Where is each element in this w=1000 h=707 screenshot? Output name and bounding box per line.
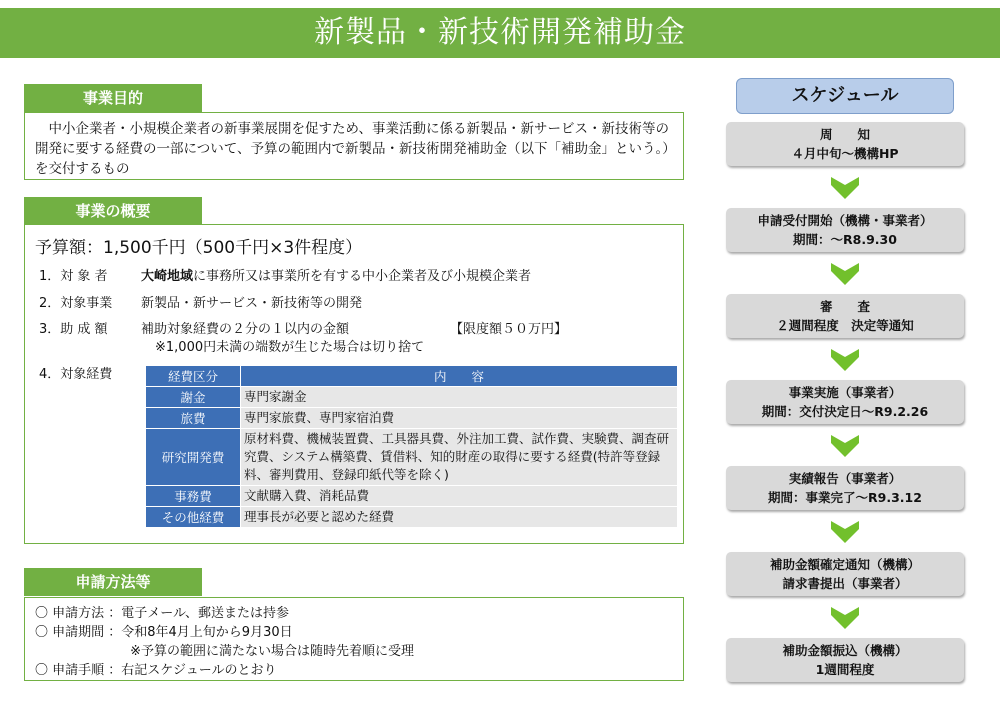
rate-limit: 【限度額５０万円】 [450, 322, 568, 337]
arrow-down-icon [831, 263, 859, 285]
arrow-down-icon [831, 435, 859, 457]
rate-label: 3．助 成 額 [39, 322, 108, 337]
step-detail: 期間：交付決定日～R9.2.26 [761, 404, 929, 419]
step-detail: 期間：事業完了～R9.3.12 [768, 490, 922, 505]
step-detail: 期間：～R8.9.30 [793, 232, 897, 247]
step-title: 事業実施（事業者） [788, 385, 902, 400]
overview-box [24, 224, 684, 544]
project-text: 新製品・新サービス・新技術等の開発 [141, 296, 363, 311]
project-row [39, 292, 362, 311]
schedule-step [726, 294, 964, 338]
cost-table-header [146, 366, 678, 387]
application-period: 〇 申請期間 ：令和8年4月上旬から9月30日 [35, 625, 293, 640]
step-detail: ４月中旬～機構HP [791, 146, 899, 161]
schedule-step [726, 122, 964, 166]
arrow-down-icon [831, 521, 859, 543]
target-region: 大崎地域 [141, 269, 194, 284]
page-title: 新製品・新技術開発補助金 [0, 8, 1000, 58]
step-title: 審 査 [819, 299, 870, 314]
cost-description: 原材料費、機械装置費、工具器具費、外注加工費、試作費、実験費、調査研究費、システム構築費、賃借料、知的財産の取得に要する経費(特許等登録料、審判費用、登録印紙代等を除く) [241, 429, 678, 486]
cost-category: 事務費 [146, 486, 241, 507]
target-row [39, 265, 531, 284]
purpose-text: 中小企業者・小規模企業者の新事業展開を促すため、事業活動に係る新製品・新サービス・新技術等の開発に要する経費の一部について、予算の範囲内で新製品・新技術開発補助金（以下「補助金」という。）を交付するもの [35, 121, 676, 177]
arrow-down-icon [831, 607, 859, 629]
step-title: 実績報告（事業者） [788, 471, 902, 486]
table-row [146, 387, 678, 408]
overview-heading: 事業の概要 [24, 197, 202, 225]
cost-category: 研究開発費 [146, 429, 241, 486]
application-box [24, 597, 684, 681]
purpose-box [24, 112, 684, 180]
application-method: 〇 申請方法 ：電子メール、郵送または持参 [35, 606, 289, 621]
application-note: ※予算の範囲に満たない場合は随時先着順に受理 [35, 644, 415, 659]
arrow-down-icon [831, 349, 859, 371]
cost-description: 専門家旅費、専門家宿泊費 [241, 408, 678, 429]
schedule-title: スケジュール [736, 78, 954, 114]
cost-category: 旅費 [146, 408, 241, 429]
cost-header-category: 経費区分 [146, 366, 241, 387]
arrow-down-icon [831, 177, 859, 199]
step-title: 周 知 [819, 127, 870, 142]
schedule-step [726, 380, 964, 424]
step-detail: ２週間程度 決定等通知 [776, 318, 914, 333]
step-title: 補助金額確定通知（機構） [769, 557, 920, 572]
schedule-step [726, 638, 964, 682]
cost-row [39, 363, 141, 382]
application-heading: 申請方法等 [24, 568, 202, 596]
cost-category: 謝金 [146, 387, 241, 408]
table-row [146, 408, 678, 429]
cost-label: 4．対象経費 [39, 367, 113, 382]
cost-header-content: 内 容 [241, 366, 678, 387]
schedule-step [726, 208, 964, 252]
step-detail: 1週間程度 [815, 662, 875, 677]
cost-table [145, 365, 678, 528]
rate-row [39, 318, 349, 337]
step-title: 補助金額振込（機構） [782, 643, 908, 658]
rate-text: 補助対象経費の２分の１以内の金額 [141, 322, 350, 337]
step-detail: 請求書提出（事業者） [782, 576, 908, 591]
budget-text: 予算額：1,500千円（500千円×3件程度） [35, 238, 363, 258]
schedule-step [726, 466, 964, 510]
step-title: 申請受付開始（機構・事業者） [757, 213, 933, 228]
cost-category: その他経費 [146, 507, 241, 528]
project-label: 2．対象事業 [39, 296, 113, 311]
application-procedure: 〇 申請手順 ：右記スケジュールのとおり [35, 663, 277, 678]
target-label: 1．対 象 者 [39, 269, 108, 284]
cost-description: 文献購入費、消耗品費 [241, 486, 678, 507]
purpose-heading: 事業目的 [24, 84, 202, 112]
table-row [146, 429, 678, 486]
schedule-step [726, 552, 964, 596]
target-text: に事務所又は事業所を有する中小企業者及び小規模企業者 [193, 269, 532, 284]
cost-description: 理事長が必要と認めた経費 [241, 507, 678, 528]
table-row [146, 507, 678, 528]
table-row [146, 486, 678, 507]
cost-description: 専門家謝金 [241, 387, 678, 408]
rate-note: ※1,000円未満の端数が生じた場合は切り捨て [155, 340, 425, 355]
